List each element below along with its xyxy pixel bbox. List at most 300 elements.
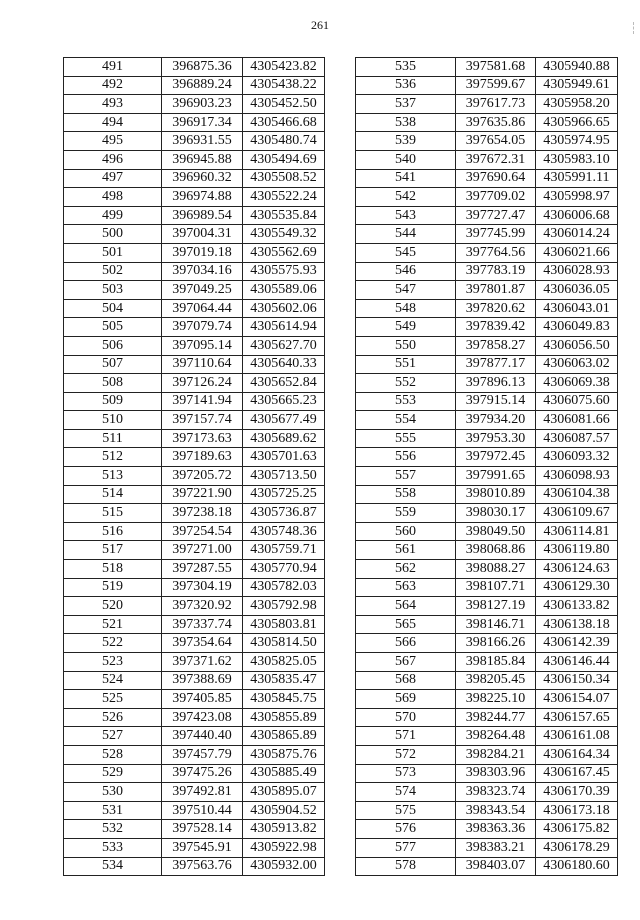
y-coordinate-cell: 4306028.93 <box>536 262 618 281</box>
x-coordinate-cell: 397173.63 <box>162 429 243 448</box>
y-coordinate-cell: 4305865.89 <box>243 727 325 746</box>
y-coordinate-cell: 4305875.76 <box>243 745 325 764</box>
point-number-cell: 569 <box>356 690 456 709</box>
x-coordinate-cell: 397896.13 <box>456 374 536 393</box>
point-number-cell: 533 <box>64 838 162 857</box>
table-row <box>356 485 618 504</box>
point-number-cell: 542 <box>356 188 456 207</box>
point-number-cell: 523 <box>64 653 162 672</box>
y-coordinate-cell: 4306014.24 <box>536 225 618 244</box>
y-coordinate-cell: 4306114.81 <box>536 522 618 541</box>
table-row <box>356 820 618 839</box>
point-number-cell: 549 <box>356 318 456 337</box>
point-number-cell: 574 <box>356 783 456 802</box>
x-coordinate-cell: 397545.91 <box>162 838 243 857</box>
point-number-cell: 551 <box>356 355 456 374</box>
table-row <box>64 708 325 727</box>
y-coordinate-cell: 4305423.82 <box>243 58 325 77</box>
y-coordinate-cell: 4305665.23 <box>243 392 325 411</box>
point-number-cell: 546 <box>356 262 456 281</box>
y-coordinate-cell: 4305508.52 <box>243 169 325 188</box>
y-coordinate-cell: 4305803.81 <box>243 615 325 634</box>
y-coordinate-cell: 4305535.84 <box>243 206 325 225</box>
x-coordinate-cell: 397953.30 <box>456 429 536 448</box>
point-number-cell: 506 <box>64 336 162 355</box>
y-coordinate-cell: 4305940.88 <box>536 58 618 77</box>
point-number-cell: 573 <box>356 764 456 783</box>
y-coordinate-cell: 4306098.93 <box>536 467 618 486</box>
point-number-cell: 517 <box>64 541 162 560</box>
y-coordinate-cell: 4306129.30 <box>536 578 618 597</box>
table-row <box>356 467 618 486</box>
x-coordinate-cell: 398264.48 <box>456 727 536 746</box>
point-number-cell: 570 <box>356 708 456 727</box>
point-number-cell: 493 <box>64 95 162 114</box>
x-coordinate-cell: 397727.47 <box>456 206 536 225</box>
x-coordinate-cell: 398146.71 <box>456 615 536 634</box>
point-number-cell: 543 <box>356 206 456 225</box>
x-coordinate-cell: 397157.74 <box>162 411 243 430</box>
y-coordinate-cell: 4305814.50 <box>243 634 325 653</box>
table-row <box>64 522 325 541</box>
y-coordinate-cell: 4305713.50 <box>243 467 325 486</box>
coordinates-table-right <box>355 57 618 876</box>
point-number-cell: 527 <box>64 727 162 746</box>
point-number-cell: 538 <box>356 113 456 132</box>
y-coordinate-cell: 4306175.82 <box>536 820 618 839</box>
y-coordinate-cell: 4305614.94 <box>243 318 325 337</box>
table-row <box>356 262 618 281</box>
table-row <box>356 225 618 244</box>
y-coordinate-cell: 4305652.84 <box>243 374 325 393</box>
point-number-cell: 502 <box>64 262 162 281</box>
y-coordinate-cell: 4305782.03 <box>243 578 325 597</box>
table-row <box>64 764 325 783</box>
point-number-cell: 522 <box>64 634 162 653</box>
table-row <box>64 392 325 411</box>
table-row <box>356 355 618 374</box>
table-row <box>64 113 325 132</box>
table-row <box>356 58 618 77</box>
table-row <box>356 429 618 448</box>
coordinates-table-right-body <box>356 58 618 876</box>
table-row <box>64 448 325 467</box>
point-number-cell: 518 <box>64 560 162 579</box>
point-number-cell: 568 <box>356 671 456 690</box>
y-coordinate-cell: 4306180.60 <box>536 857 618 876</box>
point-number-cell: 503 <box>64 281 162 300</box>
point-number-cell: 553 <box>356 392 456 411</box>
table-row <box>64 690 325 709</box>
table-row <box>356 653 618 672</box>
y-coordinate-cell: 4305736.87 <box>243 504 325 523</box>
x-coordinate-cell: 398205.45 <box>456 671 536 690</box>
y-coordinate-cell: 4305991.11 <box>536 169 618 188</box>
table-row <box>64 578 325 597</box>
y-coordinate-cell: 4306167.45 <box>536 764 618 783</box>
x-coordinate-cell: 397221.90 <box>162 485 243 504</box>
table-row <box>64 727 325 746</box>
x-coordinate-cell: 397599.67 <box>456 76 536 95</box>
table-row <box>356 690 618 709</box>
table-row <box>356 541 618 560</box>
x-coordinate-cell: 397709.02 <box>456 188 536 207</box>
table-row <box>64 262 325 281</box>
point-number-cell: 534 <box>64 857 162 876</box>
x-coordinate-cell: 396875.36 <box>162 58 243 77</box>
point-number-cell: 521 <box>64 615 162 634</box>
table-row <box>64 76 325 95</box>
point-number-cell: 499 <box>64 206 162 225</box>
table-row <box>356 578 618 597</box>
x-coordinate-cell: 398010.89 <box>456 485 536 504</box>
x-coordinate-cell: 397915.14 <box>456 392 536 411</box>
table-row <box>356 95 618 114</box>
x-coordinate-cell: 397189.63 <box>162 448 243 467</box>
table-row <box>64 467 325 486</box>
x-coordinate-cell: 397019.18 <box>162 243 243 262</box>
x-coordinate-cell: 397238.18 <box>162 504 243 523</box>
table-row <box>64 504 325 523</box>
table-row <box>64 243 325 262</box>
y-coordinate-cell: 4305748.36 <box>243 522 325 541</box>
x-coordinate-cell: 396917.34 <box>162 113 243 132</box>
y-coordinate-cell: 4305725.25 <box>243 485 325 504</box>
y-coordinate-cell: 4306124.63 <box>536 560 618 579</box>
point-number-cell: 508 <box>64 374 162 393</box>
point-number-cell: 537 <box>356 95 456 114</box>
x-coordinate-cell: 397205.72 <box>162 467 243 486</box>
x-coordinate-cell: 398088.27 <box>456 560 536 579</box>
y-coordinate-cell: 4305855.89 <box>243 708 325 727</box>
point-number-cell: 509 <box>64 392 162 411</box>
point-number-cell: 552 <box>356 374 456 393</box>
table-row <box>356 76 618 95</box>
y-coordinate-cell: 4306043.01 <box>536 299 618 318</box>
point-number-cell: 578 <box>356 857 456 876</box>
x-coordinate-cell: 397254.54 <box>162 522 243 541</box>
table-row <box>64 801 325 820</box>
y-coordinate-cell: 4305589.06 <box>243 281 325 300</box>
table-row <box>64 318 325 337</box>
table-row <box>356 783 618 802</box>
table-row <box>64 560 325 579</box>
point-number-cell: 550 <box>356 336 456 355</box>
table-row <box>356 857 618 876</box>
point-number-cell: 576 <box>356 820 456 839</box>
point-number-cell: 500 <box>64 225 162 244</box>
y-coordinate-cell: 4306093.32 <box>536 448 618 467</box>
y-coordinate-cell: 4306138.18 <box>536 615 618 634</box>
x-coordinate-cell: 397801.87 <box>456 281 536 300</box>
coordinates-table-left <box>63 57 325 876</box>
x-coordinate-cell: 397563.76 <box>162 857 243 876</box>
table-row <box>356 727 618 746</box>
y-coordinate-cell: 4306161.08 <box>536 727 618 746</box>
point-number-cell: 507 <box>64 355 162 374</box>
x-coordinate-cell: 397354.64 <box>162 634 243 653</box>
x-coordinate-cell: 397337.74 <box>162 615 243 634</box>
x-coordinate-cell: 398284.21 <box>456 745 536 764</box>
x-coordinate-cell: 397079.74 <box>162 318 243 337</box>
y-coordinate-cell: 4305770.94 <box>243 560 325 579</box>
table-row <box>356 504 618 523</box>
x-coordinate-cell: 397095.14 <box>162 336 243 355</box>
table-row <box>64 336 325 355</box>
x-coordinate-cell: 397287.55 <box>162 560 243 579</box>
y-coordinate-cell: 4305466.68 <box>243 113 325 132</box>
point-number-cell: 498 <box>64 188 162 207</box>
y-coordinate-cell: 4305895.07 <box>243 783 325 802</box>
x-coordinate-cell: 398068.86 <box>456 541 536 560</box>
table-row <box>64 838 325 857</box>
table-row <box>64 58 325 77</box>
x-coordinate-cell: 397991.65 <box>456 467 536 486</box>
y-coordinate-cell: 4306157.65 <box>536 708 618 727</box>
point-number-cell: 563 <box>356 578 456 597</box>
x-coordinate-cell: 397320.92 <box>162 597 243 616</box>
point-number-cell: 560 <box>356 522 456 541</box>
table-row <box>64 95 325 114</box>
table-row <box>356 597 618 616</box>
x-coordinate-cell: 398225.10 <box>456 690 536 709</box>
point-number-cell: 511 <box>64 429 162 448</box>
point-number-cell: 544 <box>356 225 456 244</box>
x-coordinate-cell: 397388.69 <box>162 671 243 690</box>
y-coordinate-cell: 4305932.00 <box>243 857 325 876</box>
point-number-cell: 531 <box>64 801 162 820</box>
table-row <box>64 857 325 876</box>
x-coordinate-cell: 396931.55 <box>162 132 243 151</box>
point-number-cell: 539 <box>356 132 456 151</box>
table-row <box>64 671 325 690</box>
point-number-cell: 556 <box>356 448 456 467</box>
table-row <box>64 485 325 504</box>
table-row <box>64 374 325 393</box>
y-coordinate-cell: 4306063.02 <box>536 355 618 374</box>
y-coordinate-cell: 4305835.47 <box>243 671 325 690</box>
point-number-cell: 510 <box>64 411 162 430</box>
x-coordinate-cell: 397440.40 <box>162 727 243 746</box>
x-coordinate-cell: 398049.50 <box>456 522 536 541</box>
y-coordinate-cell: 4305689.62 <box>243 429 325 448</box>
point-number-cell: 519 <box>64 578 162 597</box>
x-coordinate-cell: 398166.26 <box>456 634 536 653</box>
y-coordinate-cell: 4305562.69 <box>243 243 325 262</box>
y-coordinate-cell: 4305983.10 <box>536 150 618 169</box>
point-number-cell: 558 <box>356 485 456 504</box>
point-number-cell: 562 <box>356 560 456 579</box>
point-number-cell: 540 <box>356 150 456 169</box>
point-number-cell: 529 <box>64 764 162 783</box>
point-number-cell: 536 <box>356 76 456 95</box>
y-coordinate-cell: 4305522.24 <box>243 188 325 207</box>
point-number-cell: 541 <box>356 169 456 188</box>
x-coordinate-cell: 397034.16 <box>162 262 243 281</box>
point-number-cell: 566 <box>356 634 456 653</box>
x-coordinate-cell: 397617.73 <box>456 95 536 114</box>
point-number-cell: 572 <box>356 745 456 764</box>
x-coordinate-cell: 398363.36 <box>456 820 536 839</box>
table-row <box>356 299 618 318</box>
x-coordinate-cell: 397690.64 <box>456 169 536 188</box>
y-coordinate-cell: 4306104.38 <box>536 485 618 504</box>
table-row <box>356 150 618 169</box>
x-coordinate-cell: 397141.94 <box>162 392 243 411</box>
table-row <box>356 764 618 783</box>
table-row <box>356 708 618 727</box>
table-row <box>64 634 325 653</box>
point-number-cell: 554 <box>356 411 456 430</box>
y-coordinate-cell: 4305640.33 <box>243 355 325 374</box>
table-row <box>64 169 325 188</box>
table-row <box>356 281 618 300</box>
table-row <box>356 169 618 188</box>
point-number-cell: 577 <box>356 838 456 857</box>
x-coordinate-cell: 398303.96 <box>456 764 536 783</box>
x-coordinate-cell: 397271.00 <box>162 541 243 560</box>
table-row <box>64 206 325 225</box>
table-row <box>356 448 618 467</box>
y-coordinate-cell: 4306087.57 <box>536 429 618 448</box>
x-coordinate-cell: 397635.86 <box>456 113 536 132</box>
y-coordinate-cell: 4306150.34 <box>536 671 618 690</box>
x-coordinate-cell: 396960.32 <box>162 169 243 188</box>
table-row <box>356 206 618 225</box>
table-row <box>356 392 618 411</box>
y-coordinate-cell: 4305494.69 <box>243 150 325 169</box>
y-coordinate-cell: 4305677.49 <box>243 411 325 430</box>
y-coordinate-cell: 4305825.05 <box>243 653 325 672</box>
x-coordinate-cell: 398403.07 <box>456 857 536 876</box>
y-coordinate-cell: 4305701.63 <box>243 448 325 467</box>
table-row <box>356 745 618 764</box>
point-number-cell: 526 <box>64 708 162 727</box>
table-row <box>64 653 325 672</box>
point-number-cell: 565 <box>356 615 456 634</box>
y-coordinate-cell: 4306146.44 <box>536 653 618 672</box>
y-coordinate-cell: 4306170.39 <box>536 783 618 802</box>
x-coordinate-cell: 397764.56 <box>456 243 536 262</box>
x-coordinate-cell: 398343.54 <box>456 801 536 820</box>
x-coordinate-cell: 398030.17 <box>456 504 536 523</box>
page-number: 261 <box>311 18 329 32</box>
x-coordinate-cell: 398127.19 <box>456 597 536 616</box>
point-number-cell: 497 <box>64 169 162 188</box>
y-coordinate-cell: 4306142.39 <box>536 634 618 653</box>
y-coordinate-cell: 4306109.67 <box>536 504 618 523</box>
table-row <box>356 634 618 653</box>
x-coordinate-cell: 397934.20 <box>456 411 536 430</box>
table-row <box>356 615 618 634</box>
y-coordinate-cell: 4305452.50 <box>243 95 325 114</box>
point-number-cell: 513 <box>64 467 162 486</box>
x-coordinate-cell: 397528.14 <box>162 820 243 839</box>
x-coordinate-cell: 397475.26 <box>162 764 243 783</box>
y-coordinate-cell: 4305792.98 <box>243 597 325 616</box>
y-coordinate-cell: 4306173.18 <box>536 801 618 820</box>
y-coordinate-cell: 4305974.95 <box>536 132 618 151</box>
x-coordinate-cell: 397745.99 <box>456 225 536 244</box>
y-coordinate-cell: 4306081.66 <box>536 411 618 430</box>
x-coordinate-cell: 397783.19 <box>456 262 536 281</box>
x-coordinate-cell: 397877.17 <box>456 355 536 374</box>
y-coordinate-cell: 4305627.70 <box>243 336 325 355</box>
table-row <box>356 671 618 690</box>
point-number-cell: 496 <box>64 150 162 169</box>
y-coordinate-cell: 4305480.74 <box>243 132 325 151</box>
y-coordinate-cell: 4305575.93 <box>243 262 325 281</box>
point-number-cell: 557 <box>356 467 456 486</box>
y-coordinate-cell: 4306036.05 <box>536 281 618 300</box>
point-number-cell: 571 <box>356 727 456 746</box>
x-coordinate-cell: 397126.24 <box>162 374 243 393</box>
table-row <box>64 150 325 169</box>
x-coordinate-cell: 397405.85 <box>162 690 243 709</box>
point-number-cell: 575 <box>356 801 456 820</box>
x-coordinate-cell: 397304.19 <box>162 578 243 597</box>
table-row <box>64 132 325 151</box>
table-row <box>356 318 618 337</box>
point-number-cell: 555 <box>356 429 456 448</box>
y-coordinate-cell: 4306133.82 <box>536 597 618 616</box>
y-coordinate-cell: 4306154.07 <box>536 690 618 709</box>
point-number-cell: 545 <box>356 243 456 262</box>
x-coordinate-cell: 397654.05 <box>456 132 536 151</box>
x-coordinate-cell: 397110.64 <box>162 355 243 374</box>
coordinates-table-left-body <box>64 58 325 876</box>
x-coordinate-cell: 398185.84 <box>456 653 536 672</box>
table-row <box>64 783 325 802</box>
point-number-cell: 567 <box>356 653 456 672</box>
x-coordinate-cell: 398244.77 <box>456 708 536 727</box>
y-coordinate-cell: 4305904.52 <box>243 801 325 820</box>
y-coordinate-cell: 4306119.80 <box>536 541 618 560</box>
y-coordinate-cell: 4306056.50 <box>536 336 618 355</box>
point-number-cell: 494 <box>64 113 162 132</box>
y-coordinate-cell: 4305913.82 <box>243 820 325 839</box>
table-row <box>64 541 325 560</box>
y-coordinate-cell: 4305922.98 <box>243 838 325 857</box>
table-row <box>356 188 618 207</box>
table-row <box>356 113 618 132</box>
table-row <box>356 838 618 857</box>
x-coordinate-cell: 398323.74 <box>456 783 536 802</box>
y-coordinate-cell: 4305958.20 <box>536 95 618 114</box>
x-coordinate-cell: 398383.21 <box>456 838 536 857</box>
table-row <box>356 336 618 355</box>
y-coordinate-cell: 4305549.32 <box>243 225 325 244</box>
table-row <box>356 801 618 820</box>
x-coordinate-cell: 397492.81 <box>162 783 243 802</box>
x-coordinate-cell: 397371.62 <box>162 653 243 672</box>
x-coordinate-cell: 398107.71 <box>456 578 536 597</box>
point-number-cell: 561 <box>356 541 456 560</box>
point-number-cell: 505 <box>64 318 162 337</box>
point-number-cell: 564 <box>356 597 456 616</box>
point-number-cell: 515 <box>64 504 162 523</box>
y-coordinate-cell: 4306178.29 <box>536 838 618 857</box>
point-number-cell: 547 <box>356 281 456 300</box>
scan-edge-mark <box>631 22 634 34</box>
table-row <box>356 374 618 393</box>
point-number-cell: 530 <box>64 783 162 802</box>
point-number-cell: 535 <box>356 58 456 77</box>
x-coordinate-cell: 396974.88 <box>162 188 243 207</box>
y-coordinate-cell: 4306069.38 <box>536 374 618 393</box>
y-coordinate-cell: 4306021.66 <box>536 243 618 262</box>
y-coordinate-cell: 4305998.97 <box>536 188 618 207</box>
